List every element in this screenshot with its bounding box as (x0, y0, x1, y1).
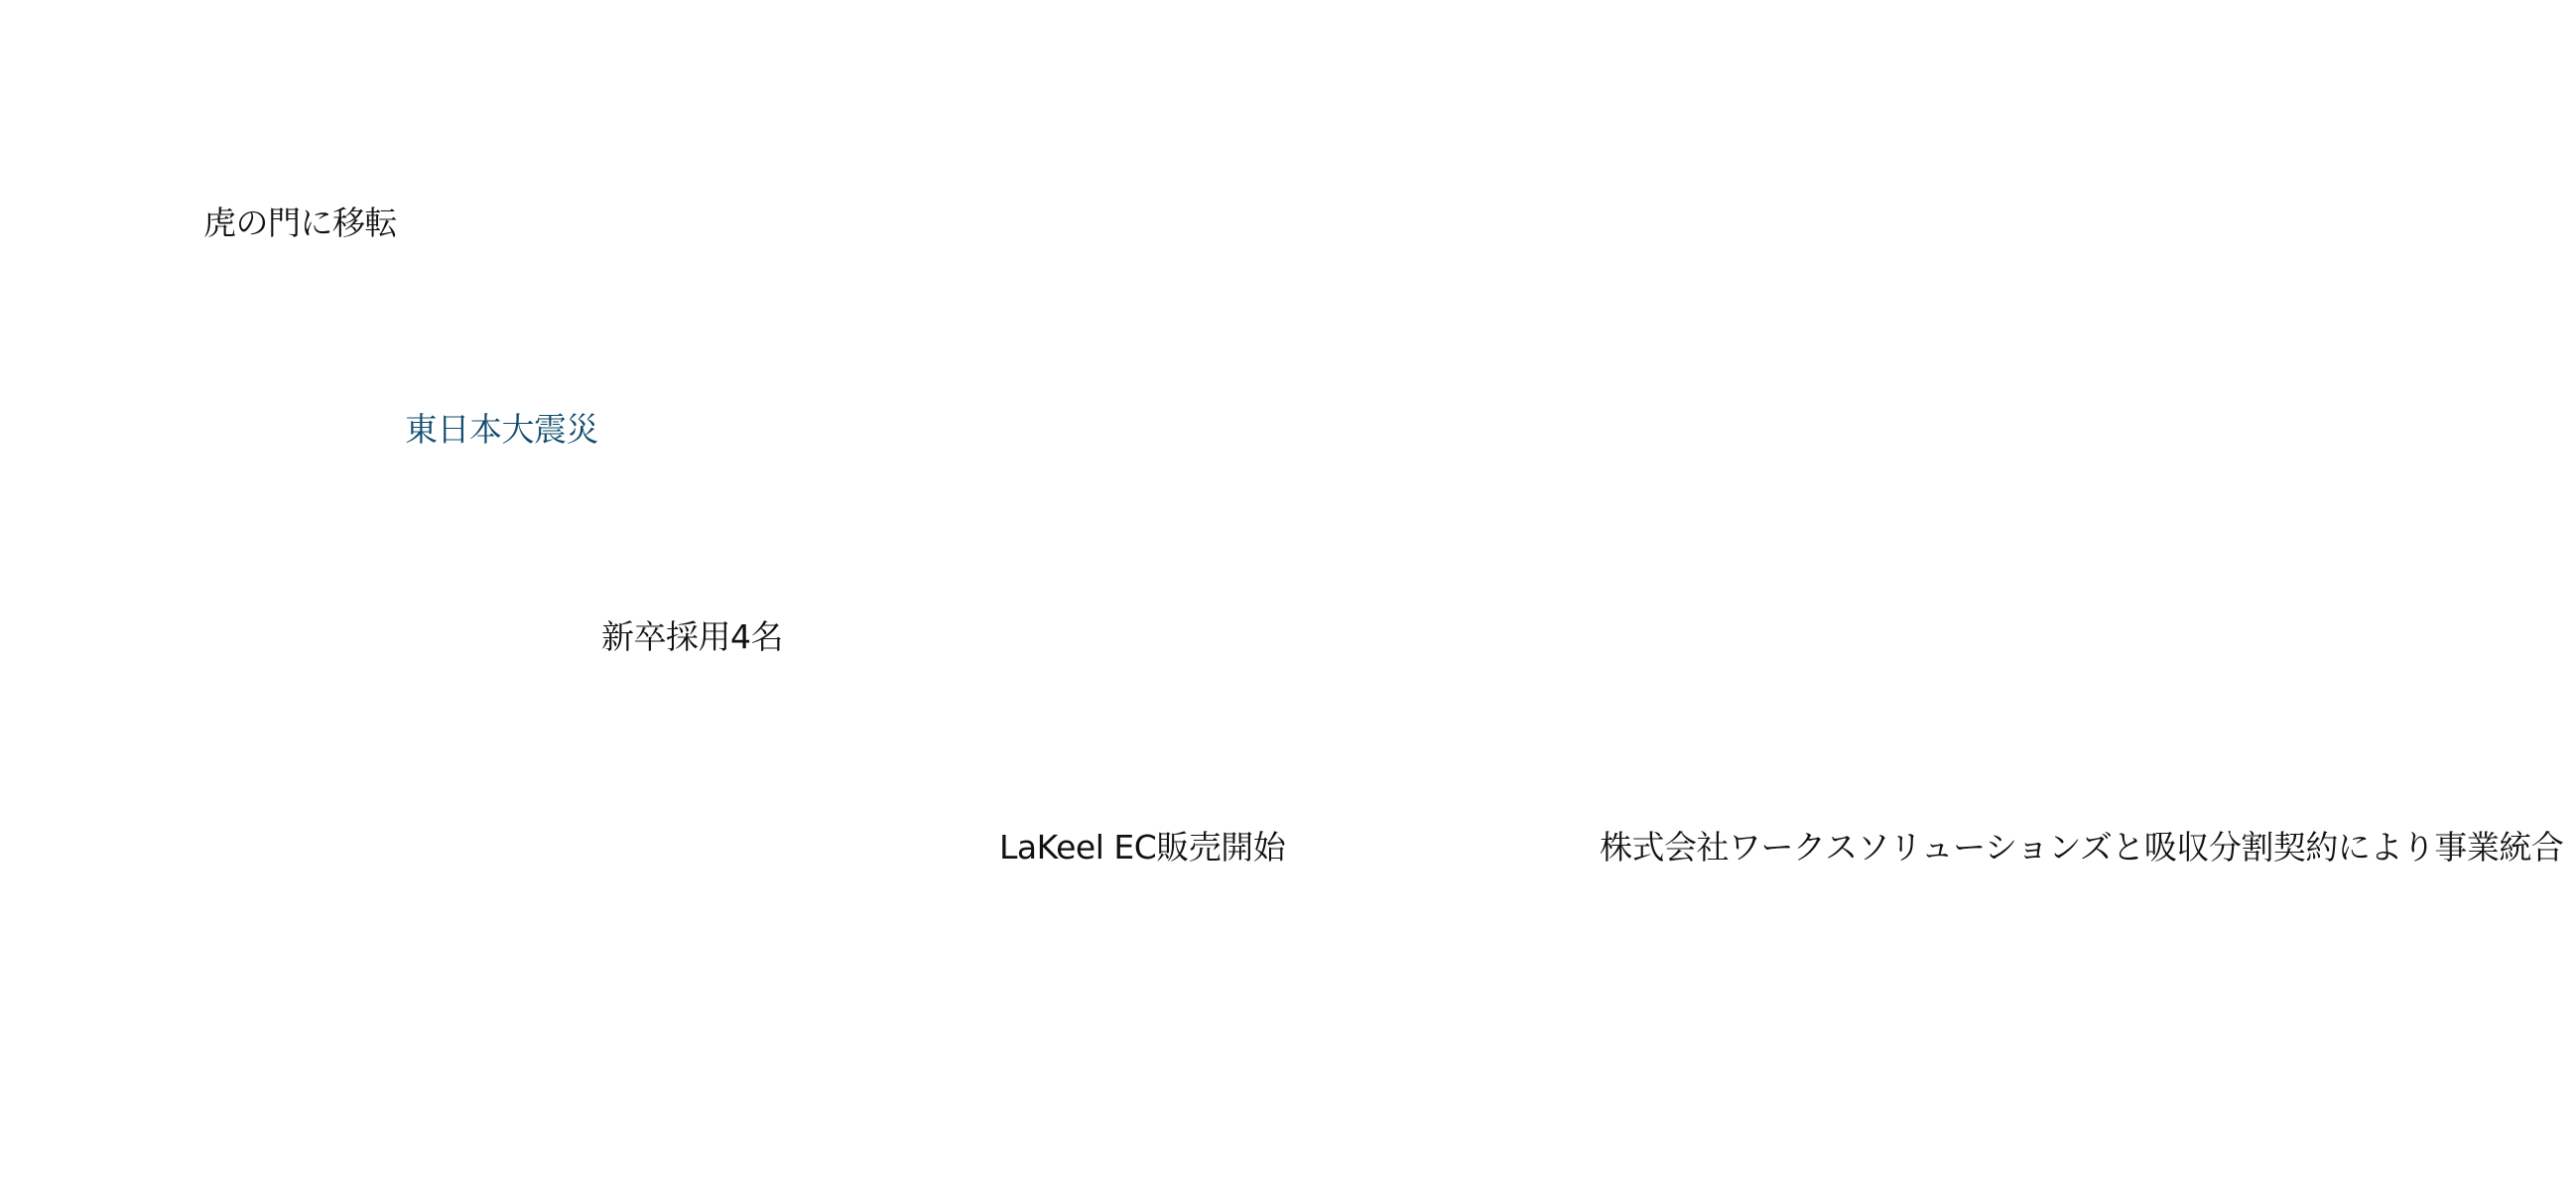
timeline-event-lakeel-ec-launch: LaKeel EC販売開始 (999, 828, 1286, 867)
timeline-event-earthquake: 東日本大震災 (405, 410, 598, 449)
timeline-event-business-integration: 株式会社ワークスソリューションズと吸収分割契約により事業統合 (1600, 828, 2564, 867)
timeline-event-new-graduates: 新卒採用4名 (601, 617, 783, 656)
timeline-event-move-toranomon: 虎の門に移転 (203, 203, 397, 242)
